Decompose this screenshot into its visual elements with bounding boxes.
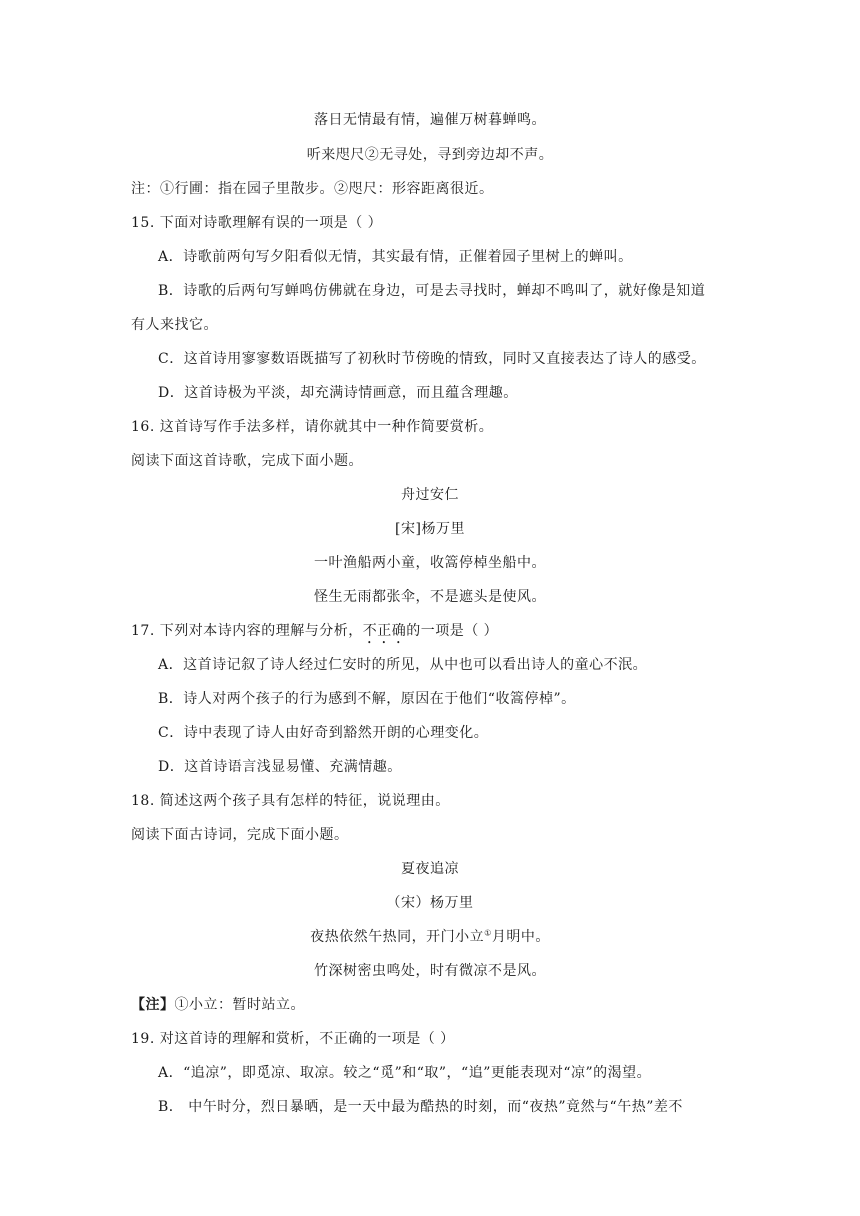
poem3-note	[131, 996, 305, 1014]
footnote-marker: ①	[484, 928, 492, 938]
poem3-title: 夏夜追凉	[401, 861, 459, 877]
poem1-line-3: 落日无情最有情，遍催万树暮蝉鸣。	[314, 112, 546, 128]
question-19-stem: 19. 对这首诗的理解和赏析，不正确的一项是（ ）	[131, 1031, 455, 1047]
note-tag: 【注】	[131, 997, 175, 1013]
question-17-option-a: A．这首诗记叙了诗人经过仁安时的所见，从中也可以看出诗人的童心不泯。	[158, 657, 648, 673]
poem2-title: 舟过安仁	[401, 487, 459, 503]
poem3-line-1	[0, 928, 860, 946]
reading-intro-3: 阅读下面古诗词，完成下面小题。	[131, 827, 349, 843]
poem3-author: （宋）杨万里	[386, 895, 474, 911]
question-18-stem: 18. 简述这两个孩子具有怎样的特征，说说理由。	[131, 793, 450, 809]
reading-intro-2: 阅读下面这首诗歌，完成下面小题。	[131, 453, 363, 469]
question-15-option-c: C．这首诗用寥寥数语既描写了初秋时节傍晚的情致，同时又直接表达了诗人的感受。	[158, 351, 706, 367]
question-19-option-b: B． 中午时分，烈日暴晒，是一天中最为酷热的时刻，而“夜热”竟然与“午热”差不	[158, 1099, 683, 1115]
question-17-option-b: B．诗人对两个孩子的行为感到不解，原因在于他们“收篙停棹”。	[158, 691, 576, 707]
question-17-stem-post: 的一项是（ ）	[406, 623, 499, 639]
poem2-line-2: 怪生无雨都张伞，不是遮头是使风。	[314, 589, 546, 605]
question-16-stem: 16. 这首诗写作手法多样，请你就其中一种作简要赏析。	[131, 419, 494, 435]
question-15-option-b-continued: 有人来找它。	[131, 317, 218, 333]
question-17-stem-pre: 17. 下列对本诗内容的理解与分析，	[131, 623, 363, 639]
poem3-line-2: 竹深树密虫鸣处，时有微凉不是风。	[314, 963, 546, 979]
question-19-option-a: A．“追凉”，即觅凉、取凉。较之“觅”和“取”，“追”更能表现对“凉”的渴望。	[158, 1065, 652, 1081]
question-17-option-d: D．这首诗语言浅显易懂、充满情趣。	[158, 759, 402, 775]
question-17-stem	[131, 622, 498, 647]
question-17-emphasis: 不正确	[362, 623, 407, 639]
question-15-option-d: D．这首诗极为平淡，却充满诗情画意，而且蕴含理趣。	[158, 385, 518, 401]
question-15-option-a: A．诗歌前两句写夕阳看似无情，其实最有情，正催着园子里树上的蝉叫。	[158, 249, 633, 265]
question-15-option-b: B．诗歌的后两句写蝉鸣仿佛就在身边，可是去寻找时，蝉却不鸣叫了，就好像是知道	[158, 283, 706, 299]
poem1-note: 注：①行圃：指在园子里散步。②咫尺：形容距离很近。	[131, 181, 494, 197]
question-17-option-c: C．诗中表现了诗人由好奇到豁然开朗的心理变化。	[158, 725, 489, 741]
question-15-stem: 15. 下面对诗歌理解有误的一项是（ ）	[131, 215, 383, 231]
note-text: ①小立：暂时站立。	[174, 997, 305, 1013]
poem1-line-4: 听来咫尺②无寻处，寻到旁边却不声。	[306, 147, 554, 163]
poem2-line-1: 一叶渔船两小童，收篙停棹坐船中。	[314, 555, 546, 571]
poem3-line-1-post: 月明中。	[491, 929, 550, 945]
poem3-line-1-pre: 夜热依然午热同，开门小立	[310, 929, 485, 945]
poem2-author: [宋]杨万里	[395, 521, 465, 537]
